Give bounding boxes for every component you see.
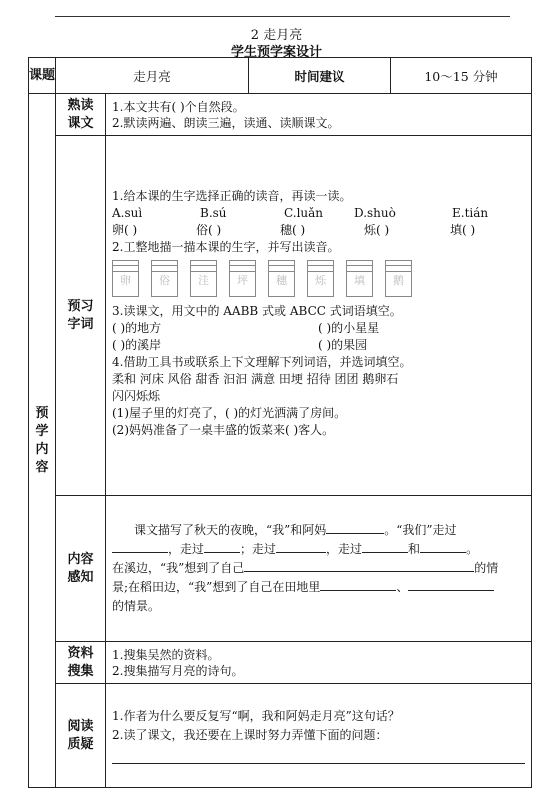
blank[interactable] — [420, 540, 466, 553]
lesson-title: 2 走月亮 — [250, 28, 303, 43]
question-1: 1.作者为什么要反复写“啊，我和阿妈走月亮”这句话？ — [112, 709, 400, 723]
blank[interactable] — [362, 540, 408, 553]
fill-place[interactable]: ( )的地方 — [112, 321, 162, 335]
fill-orchard[interactable]: ( )的果园 — [318, 338, 368, 352]
tracing-box[interactable]: 洼 — [190, 260, 217, 297]
fill-row-1 — [112, 320, 525, 337]
questions-content — [106, 684, 532, 788]
pinyin-b: B.sú — [200, 206, 227, 220]
blank[interactable] — [204, 540, 240, 553]
char-blank-2[interactable]: 俗( ) — [196, 223, 222, 237]
question-2: 2.读了课文，我还要在上课时努力弄懂下面的问题： — [112, 728, 388, 742]
answer-line[interactable] — [112, 749, 525, 764]
fill-row-2 — [112, 337, 525, 354]
blank[interactable] — [326, 521, 384, 534]
reading-label: 熟读课文 — [56, 94, 106, 136]
vocab-q2: 2.工整地描一描本课的生字，并写出读音。 — [112, 240, 340, 254]
tracing-box[interactable]: 填 — [346, 260, 373, 297]
materials-label: 资料搜集 — [56, 642, 106, 684]
pinyin-d: D.shuò — [354, 206, 396, 220]
tracing-box[interactable]: 坪 — [229, 260, 256, 297]
header-rule — [55, 16, 510, 17]
materials-line-1: 1.搜集吴然的资料。 — [112, 647, 220, 662]
char-blank-4[interactable]: 烁( ) — [364, 223, 390, 237]
section-label: 预学内容 — [29, 94, 56, 788]
sentence-1[interactable]: (1)屋子里的灯亮了，( )的灯光洒满了房间。 — [112, 406, 347, 420]
fill-stars[interactable]: ( )的小星星 — [318, 321, 380, 335]
char-blanks — [112, 222, 525, 239]
vocab-label: 预习字词 — [56, 136, 106, 496]
topic-value: 走月亮 — [56, 58, 249, 94]
tracing-box[interactable]: 俗 — [151, 260, 178, 297]
page-subtitle: 学生预学案设计 — [230, 45, 322, 60]
vocab-row — [29, 136, 532, 496]
vocab-q3: 3.读课文，用文中的 AABB 式或 ABCC 式词语填空。 — [112, 304, 402, 318]
materials-row — [29, 642, 532, 684]
vocab-content — [106, 136, 532, 496]
word-list-2: 闪闪烁烁 — [112, 389, 161, 403]
vocab-q1: 1.给本课的生字选择正确的读音，再读一读。 — [112, 189, 352, 203]
reading-line-1: 1.本文共有( )个自然段。 — [112, 99, 245, 114]
time-value: 10～15 分钟 — [391, 58, 532, 94]
pinyin-options — [112, 205, 525, 222]
pinyin-a: A.suì — [112, 206, 143, 220]
sentence-2[interactable]: (2)妈妈准备了一桌丰盛的饭菜来( )客人。 — [112, 423, 335, 437]
fill-creek[interactable]: ( )的溪岸 — [112, 338, 162, 352]
tracing-grid — [112, 260, 525, 297]
blank[interactable] — [112, 540, 168, 553]
blank[interactable] — [244, 559, 474, 572]
char-blank-1[interactable]: 卵( ) — [112, 223, 138, 237]
tracing-box[interactable]: 穗 — [268, 260, 295, 297]
word-list-1: 柔和 河床 风俗 甜香 汩汩 满意 田埂 招待 团团 鹅卵石 — [112, 372, 399, 386]
reading-row — [29, 94, 532, 136]
questions-label: 阅读质疑 — [56, 684, 106, 788]
materials-line-2: 2.搜集描写月亮的诗句。 — [112, 663, 244, 678]
topic-label: 课题 — [29, 58, 56, 94]
reading-content — [106, 94, 532, 136]
blank[interactable] — [276, 540, 326, 553]
tracing-box[interactable]: 鹅 — [385, 260, 412, 297]
tracing-box[interactable]: 烁 — [307, 260, 334, 297]
questions-row — [29, 684, 532, 788]
reading-line-2: 2.默读两遍、朗读三遍，读通、读顺课文。 — [112, 115, 340, 130]
title-row — [29, 58, 532, 94]
blank[interactable] — [408, 578, 494, 591]
feeling-content: 课文描写了秋天的夜晚，“我”和阿妈 。“我们”走过 ，走过 ；走过 ，走过 和 。 在溪边，“我”想到了自己 的情 景;在稻田边，“我”想到了自己在田地里 、 的情景。 — [106, 496, 532, 642]
char-blank-5[interactable]: 填( ) — [450, 223, 476, 237]
vocab-q4: 4.借助工具书或联系上下文理解下列词语，并选词填空。 — [112, 355, 412, 369]
feeling-row — [29, 496, 532, 642]
pinyin-c: C.luǎn — [284, 206, 324, 220]
time-label: 时间建议 — [249, 58, 391, 94]
pinyin-e: E.tián — [452, 206, 489, 220]
worksheet-table — [28, 57, 532, 788]
blank[interactable] — [320, 578, 396, 591]
materials-content — [106, 642, 532, 684]
tracing-box[interactable]: 卵 — [112, 260, 139, 297]
feeling-label: 内容感知 — [56, 496, 106, 642]
char-blank-3[interactable]: 穗( ) — [280, 223, 306, 237]
